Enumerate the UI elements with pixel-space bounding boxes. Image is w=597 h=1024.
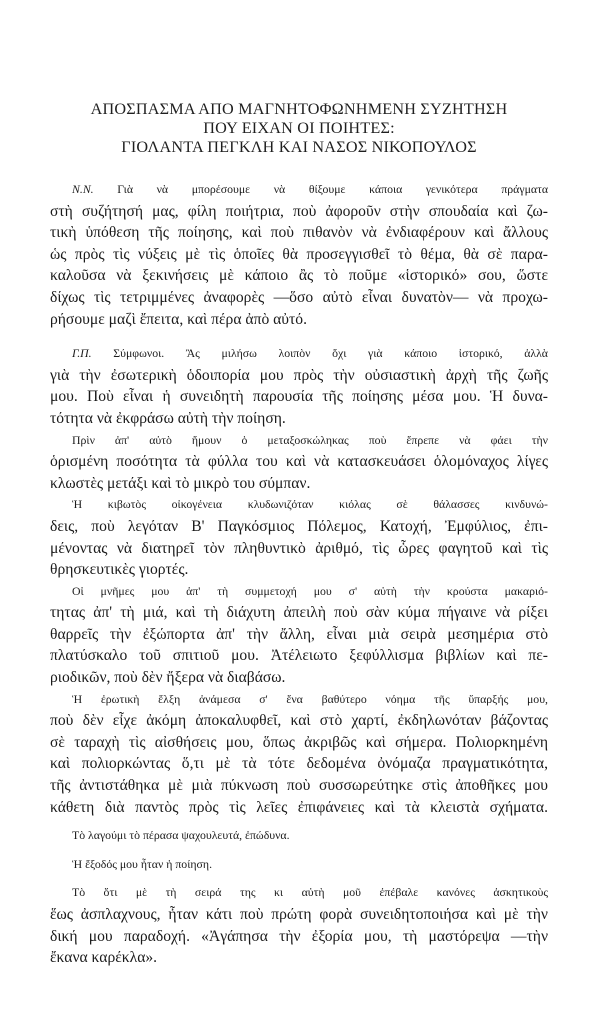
paragraph-memories [50,581,548,689]
paragraph-line: τῆς ἀντιστάθηκα μὲ μιὰ πύκνωση ποὺ συσσωρεύτηκε στὶς ἀποθῆκες μου [50,777,548,795]
paragraph-line: Γ.Π. Σύμφωνοι. Ἂς μιλήσω λοιπὸν ὄχι γιὰ κάποιο ἱστορικό, ἀλλὰ [72,346,548,361]
paragraph-line: τότητα νὰ ἐκφράσω αὐτὴ τὴν ποίηση. [50,409,286,427]
paragraph-line: σὲ ταραχὴ τὶς αἰσθήσεις μου, ὅπως ἀκριβῶς καὶ σήμερα. Πολιορκημένη [50,733,548,751]
paragraph-tunnel [50,825,548,847]
paragraph-line: κλωστὲς μετάξι καὶ τὸ μικρὸ του σύμπαν. [50,474,311,492]
paragraph-line: τητας ἀπ' τὴ μιά, καὶ τὴ διάχυτη ἀπειλὴ ποὺ σὰν κύμα πήγαινε νὰ ρίξει [50,604,548,622]
paragraph-line: ρήσουμε μαζὶ ἔπειτα, καὶ πέρα ἀπὸ αὐτό. [50,310,307,328]
paragraph-line: ἕως ἀσπλαχνους, ἦταν κάτι ποὺ πρώτη φορὰ συνειδητοποιήσα καὶ μὲ τὴν [50,906,548,923]
paragraph-line: Ἡ ἐρωτικὴ ἕλξη ἀνάμεσα σ' ἕνα βαθύτερο νόημα τῆς ὕπαρξής μου, [72,691,548,706]
paragraph-line: ποὺ δὲν εἶχε ἀκόμη ἀποκαλυφθεῖ, καὶ στὸ χαρτί, ἐκδηλωνόταν βάζοντας [50,712,548,730]
title-line-2: ΠΟΥ ΕΙΧΑΝ ΟΙ ΠΟΙΗΤΕΣ: [203,119,395,137]
title-line-1: ΑΠΟΣΠΑΣΜΑ ΑΠΟ ΜΑΓΝΗΤΟΦΩΝΗΜΕΝΗ ΣΥΖΗΤΗΣΗ [90,100,508,118]
speaker-label: Ν.Ν. [72,182,94,196]
paragraph-line: ὡς πρὸς τὶς νύξεις μὲ τὶς ὁποῖες θὰ προσεγγισθεῖ τὸ θέμα, θὰ σὲ παρα- [50,245,548,263]
paragraph-rules [50,882,548,968]
title-line-3: ΓΙΟΛΑΝΤΑ ΠΕΓΚΛΗ ΚΑΙ ΝΑΣΟΣ ΝΙΚΟΠΟΥΛΟΣ [121,138,477,156]
paragraph-line: στὴ συζήτησή μας, φίλη ποιήτρια, ποὺ ἀφοροῦν στὴν σπουδαία καὶ ζω- [50,202,548,220]
body-text [50,179,548,969]
paragraph-line: Πρὶν ἀπ' αὐτὸ ἤμουν ὁ μεταξοσκώληκας ποὺ ἔπρεπε νὰ φάει τὴν [72,432,548,447]
paragraph-line: μου. Ποὺ εἶναι ἡ συνειδητὴ παρουσία τῆς ποίησης μέσα μου. Ἡ δυνα- [50,388,548,406]
paragraph-line: Οἱ μνῆμες μου ἀπ' τὴ συμμετοχή μου σ' αὐτὴ τὴν κρούστα μακαριό- [72,583,548,598]
paragraph-line: γιὰ τὴν ἐσωτερικὴ ὁδοιπορία μου πρὸς τὴν οὐσιαστικὴ ἀρχὴ τῆς ζωῆς [50,366,548,384]
document-page [50,100,548,969]
paragraph-silkworm [50,430,548,495]
paragraph-nn-question [50,179,548,330]
speaker-label: Γ.Π. [72,346,92,361]
paragraph-line: δεις, ποὺ λεγόταν Β' Παγκόσμιος Πόλεμος, Κατοχή, Ἐμφύλιος, ἐπι- [50,517,548,535]
document-title [50,100,548,157]
paragraph-line: Ν.Ν. Γιὰ νὰ μπορέσουμε νὰ θίξουμε κάποια γενικότερα πράγματα [72,182,548,196]
paragraph-line: Τὸ λαγούμι τὸ πέρασα ψαχουλευτά, ἐπώδυνα. [72,828,290,843]
paragraph-line: κάθετη διὰ παντὸς πρὸς τὶς λεῖες ἐπιφάνειες καὶ τὰ κλειστὰ σχήματα. [50,798,548,816]
paragraph-gp-answer [50,343,548,429]
paragraph-line: καλοῦσα νὰ ξεκινήσεις μὲ κάποιο ἂς τὸ ποῦμε «ἱστορικό» σου, ὥστε [50,267,548,285]
paragraph-line: θρησκευτικὲς γιορτές. [50,561,189,579]
paragraph-line: ριοδικῶν, ποὺ δὲν ἤξερα νὰ διαβάσω. [50,669,286,687]
paragraph-line: Ἡ ἔξοδός μου ἦταν ἡ ποίηση. [72,856,213,871]
paragraph-line: ὁρισμένη ποσότητα τὰ φύλλα του καὶ νὰ κατασκευάσει ὁλομόναχος λίγες [50,453,548,471]
paragraph-line: τικὴ ὑπόθεση τῆς ποίησης, καὶ ποὺ πιθανὸν νὰ ἐνδιαφέρουν καὶ ἄλλους [50,224,548,242]
paragraph-line: θαρρεῖς τὴν ἐξώπορτα ἀπ' τὴν ἄλλη, εἶναι μιὰ σειρὰ μεσημέρια στὸ [50,625,548,643]
paragraph-line: πλατύσκαλο τοῦ σπιτιοῦ μου. Ἀτέλειωτο ξεφύλλισμα βιβλίων καὶ πε- [50,647,548,665]
paragraph-attraction [50,689,548,819]
paragraph-line: μένοντας νὰ διατηρεῖ τὸν πληθυντικὸ ἀριθμό, τὶς ὧρες φαγητοῦ καὶ τὶς [50,539,548,557]
paragraph-line: ἔκανα καρέκλα». [50,949,158,967]
paragraph-line: δική μου παραδοχή. «Ἀγάπησα τὴν ἐξορία μου, τὴ μαστόρεψα —τὴν [50,927,548,945]
paragraph-line: Τὸ ὅτι μὲ τὴ σειρά της κι αὐτὴ μοῦ ἐπέβαλε κανόνες ἀσκητικοὺς [72,885,548,900]
paragraph-line: δίχως τὶς τετριμμένες ἀναφορὲς —ὅσο αὐτὸ εἶναι δυνατὸν— νὰ προχω- [50,288,548,306]
paragraph-exit [50,854,548,876]
paragraph-line: Ἡ κιβωτὸς οἰκογένεια κλυδωνιζόταν κιόλας σὲ θάλασσες κινδυνώ- [72,497,548,512]
paragraph-ark [50,494,548,580]
paragraph-line: καὶ πολιορκώντας ὅ,τι μὲ τὰ τότε δεδομένα ὀνόμαζα πραγματικότητα, [50,755,548,773]
